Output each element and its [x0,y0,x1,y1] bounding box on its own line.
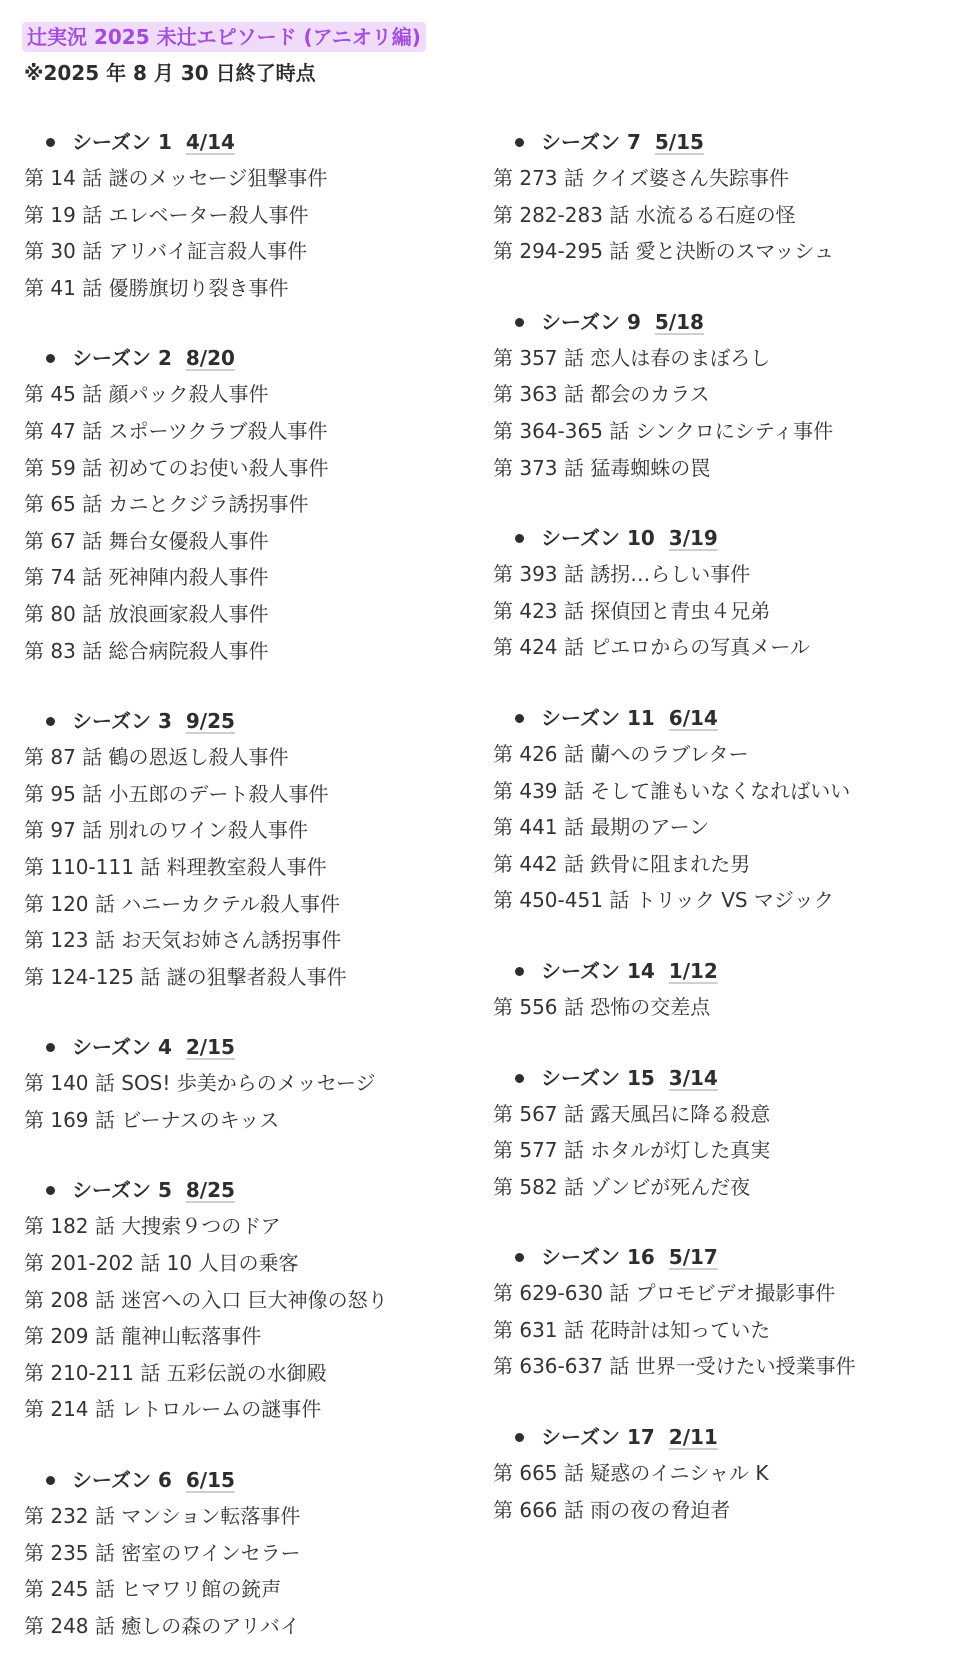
bullet-icon [46,1043,55,1052]
episode-item: 第 65 話 カニとクジラ誘拐事件 [24,492,309,517]
season-count: 6/14 [668,705,718,730]
episode-item: 第 294-295 話 愛と決断のスマッシュ [493,239,835,264]
episode-item: 第 74 話 死神陣内殺人事件 [24,565,269,590]
season-section [493,1419,943,1528]
season-header [493,1419,943,1455]
episode-item: 第 87 話 鶴の恩返し殺人事件 [24,745,289,770]
season-section [24,703,474,995]
episode-list [493,160,943,270]
episode-item: 第 232 話 マンション転落事件 [24,1504,301,1529]
episode-item: 第 423 話 探偵団と青虫４兄弟 [493,598,771,623]
episode-item: 第 665 話 疑惑のイニシャル K [493,1461,769,1486]
episode-list [493,1455,943,1528]
episode-list [493,1096,943,1206]
episode-item: 第 45 話 顔パック殺人事件 [24,382,269,407]
episode-item: 第 439 話 そして誰もいなくなればいい [493,778,851,803]
episode-item: 第 629-630 話 プロモビデオ撮影事件 [493,1281,836,1306]
episode-list [24,739,474,995]
season-section [24,1462,474,1644]
episode-item: 第 123 話 お天気お姉さん誘拐事件 [24,928,342,953]
episode-item: 第 245 話 ヒマワリ館の銃声 [24,1577,282,1602]
episode-item: 第 567 話 露天風呂に降る殺意 [493,1101,771,1126]
season-section [493,520,943,666]
season-count: 6/15 [185,1468,235,1493]
episode-item: 第 41 話 優勝旗切り裂き事件 [24,275,289,300]
episode-item: 第 97 話 別れのワイン殺人事件 [24,818,308,843]
season-count: 3/14 [668,1065,718,1090]
season-header [493,304,943,340]
episode-list [24,376,474,669]
episode-list [493,556,943,666]
season-name: シーズン 1 [72,130,172,154]
episode-item: 第 441 話 最期のアーン [493,815,710,840]
season-header [493,1060,943,1096]
episode-item: 第 373 話 猛毒蜘蛛の罠 [493,455,711,480]
episode-item: 第 282-283 話 水流るる石庭の怪 [493,202,796,227]
episode-item: 第 631 話 花時計は知っていた [493,1317,771,1342]
season-header [493,953,943,989]
bullet-icon [515,534,524,543]
season-header [493,124,943,160]
season-name: シーズン 10 [541,526,655,551]
bottom-fade [0,1658,958,1680]
season-section [493,700,943,919]
bullet-icon [515,714,524,723]
episode-item: 第 210-211 話 五彩伝説の水御殿 [24,1360,327,1385]
episode-item: 第 577 話 ホタルが灯した真実 [493,1138,771,1163]
season-header [24,703,474,739]
episode-item: 第 393 話 誘拐…らしい事件 [493,562,751,587]
episode-item: 第 209 話 龍神山転落事件 [24,1324,262,1349]
season-name: シーズン 6 [72,1468,172,1493]
episode-item: 第 248 話 癒しの森のアリバイ [24,1613,300,1638]
season-section [493,304,943,486]
bullet-icon [515,1074,524,1083]
season-section [493,1060,943,1206]
episode-item: 第 636-637 話 世界一受けたい授業事件 [493,1354,856,1379]
season-header [24,1462,474,1498]
season-name: シーズン 2 [72,346,172,371]
episode-item: 第 59 話 初めてのお使い殺人事件 [24,455,329,480]
episode-item: 第 19 話 エレベーター殺人事件 [24,202,309,227]
season-section [24,1172,474,1428]
episode-item: 第 357 話 恋人は春のまぼろし [493,345,771,370]
bullet-icon [46,354,55,363]
episode-item: 第 666 話 雨の夜の脅迫者 [493,1497,731,1522]
season-count: 3/19 [668,526,718,551]
episode-list [24,1208,474,1428]
season-header [24,124,474,160]
season-count: 1/12 [668,958,718,983]
bullet-icon [515,1253,524,1262]
episode-item: 第 169 話 ビーナスのキッス [24,1107,280,1132]
bullet-icon [515,138,524,147]
season-count: 8/20 [185,346,235,371]
episode-item: 第 235 話 密室のワインセラー [24,1540,301,1565]
season-name: シーズン 14 [541,958,655,983]
season-section [24,340,474,669]
season-header [493,1239,943,1275]
season-section [24,1029,474,1138]
bullet-icon [515,318,524,327]
season-name: シーズン 11 [541,705,655,730]
episode-item: 第 424 話 ピエロからの写真メール [493,635,810,660]
episode-item: 第 110-111 話 料理教室殺人事件 [24,854,327,879]
season-name: シーズン 5 [72,1178,172,1203]
right-column [493,124,943,1562]
season-name: シーズン 17 [541,1425,655,1450]
episode-list [24,160,474,306]
episode-item: 第 83 話 総合病院殺人事件 [24,638,269,663]
season-section [493,953,943,1026]
season-header [24,340,474,376]
season-section [493,124,943,270]
episode-item: 第 442 話 鉄骨に阻まれた男 [493,851,751,876]
bullet-icon [515,967,524,976]
episode-item: 第 124-125 話 謎の狙撃者殺人事件 [24,964,347,989]
season-count: 2/11 [668,1425,718,1450]
episode-item: 第 556 話 恐怖の交差点 [493,994,711,1019]
episode-item: 第 95 話 小五郎のデート殺人事件 [24,781,329,806]
episode-item: 第 426 話 蘭へのラブレター [493,741,749,766]
bullet-icon [46,1186,55,1195]
episode-item: 第 30 話 アリバイ証言殺人事件 [24,239,308,264]
bullet-icon [46,138,55,147]
episode-item: 第 67 話 舞台女優殺人事件 [24,528,269,553]
season-section [24,124,474,306]
season-header [24,1172,474,1208]
season-name: シーズン 9 [541,309,641,334]
episode-list [493,1275,943,1385]
episode-item: 第 273 話 クイズ婆さん失踪事件 [493,166,790,190]
bullet-icon [46,717,55,726]
episode-item: 第 14 話 謎のメッセージ狙撃事件 [24,166,328,190]
episode-list [24,1498,474,1644]
episode-item: 第 47 話 スポーツクラブ殺人事件 [24,418,328,443]
episode-item: 第 214 話 レトロルームの謎事件 [24,1397,322,1422]
episode-item: 第 450-451 話 トリック VS マジック [493,888,834,913]
season-count: 5/18 [654,309,704,334]
season-header [24,1029,474,1065]
season-count: 9/25 [185,709,235,734]
season-name: シーズン 7 [541,130,641,154]
bullet-icon [515,1433,524,1442]
season-name: シーズン 16 [541,1245,655,1270]
season-name: シーズン 4 [72,1035,172,1060]
season-header [493,700,943,736]
episode-list [24,1065,474,1138]
season-count: 5/15 [654,130,704,154]
bullet-icon [46,1476,55,1485]
season-header [493,520,943,556]
episode-item: 第 363 話 都会のカラス [493,382,710,407]
season-count: 2/15 [185,1035,235,1060]
episode-list [493,989,943,1026]
season-section [493,1239,943,1385]
episode-item: 第 201-202 話 10 人目の乗客 [24,1251,299,1276]
left-column [24,124,474,1678]
episode-list [493,340,943,486]
episode-item: 第 208 話 迷宮への入口 巨大神像の怒り [24,1287,388,1312]
episode-item: 第 182 話 大捜索９つのドア [24,1214,281,1239]
episode-item: 第 364-365 話 シンクロにシティ事件 [493,418,834,443]
episode-list [493,736,943,919]
season-name: シーズン 15 [541,1065,655,1090]
episode-item: 第 140 話 SOS! 歩美からのメッセージ [24,1071,376,1096]
season-count: 4/14 [185,130,235,154]
season-name: シーズン 3 [72,709,172,734]
episode-item: 第 582 話 ゾンビが死んだ夜 [493,1174,751,1199]
page-title: 辻実況 2025 未辻エピソード (アニオリ編) [22,22,426,52]
episode-item: 第 120 話 ハニーカクテル殺人事件 [24,891,340,916]
season-count: 5/17 [668,1245,718,1270]
season-count: 8/25 [185,1178,235,1203]
page-subtitle: ※2025 年 8 月 30 日終了時点 [24,61,316,85]
episode-item: 第 80 話 放浪画家殺人事件 [24,601,269,626]
